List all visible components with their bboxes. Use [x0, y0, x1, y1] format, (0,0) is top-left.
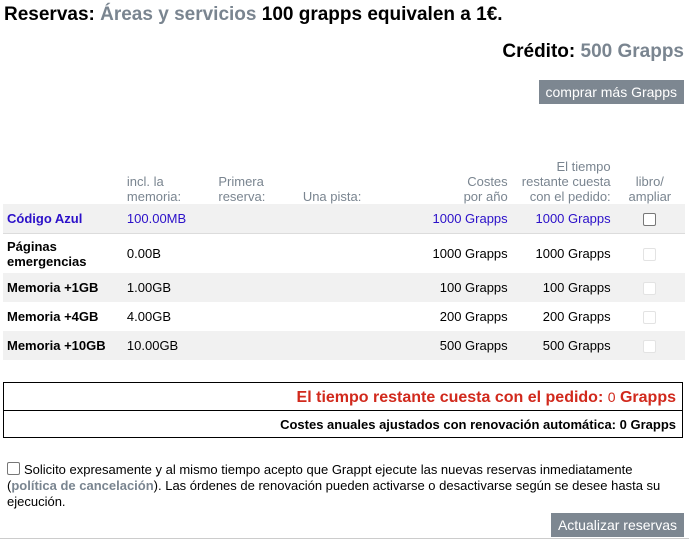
book-checkbox-disabled: [643, 340, 656, 353]
row-book-cell: [615, 273, 685, 302]
credit-display: [502, 41, 684, 63]
col-header-name: [3, 152, 123, 204]
update-bookings-button[interactable]: Actualizar reservas: [551, 513, 684, 537]
book-checkbox-disabled: [643, 311, 656, 324]
row-remaining-cost: 200 Grapps: [542, 309, 611, 324]
row-memory: 10.00GB: [123, 331, 214, 360]
buy-grapps-button[interactable]: comprar más Grapps: [539, 80, 684, 104]
book-checkbox-disabled: [643, 248, 656, 261]
col-header-cost: Costes por año: [463, 174, 508, 204]
row-hint: [299, 273, 396, 302]
remaining-cost-unit: Grapps: [619, 389, 676, 406]
row-memory: 1.00GB: [123, 273, 214, 302]
row-remaining-cost: 100 Grapps: [512, 273, 615, 302]
col-header-first-booking: Primera reserva:: [218, 174, 266, 204]
services-table: [3, 152, 685, 360]
page-title: [4, 4, 503, 26]
annual-cost-label: Costes anuales ajustados con renovación automática:: [280, 417, 617, 432]
row-first-booking: [214, 273, 298, 302]
row-hint: [299, 302, 396, 331]
row-memory: 100.00MB: [123, 204, 214, 234]
table-row: [3, 302, 685, 331]
row-memory: 4.00GB: [126, 309, 171, 324]
book-checkbox[interactable]: [643, 213, 656, 226]
row-first-booking: [214, 234, 298, 274]
cancellation-policy-link[interactable]: política de cancelación: [11, 478, 154, 493]
col-header-book: libro/ ampliar: [628, 174, 672, 204]
row-name: Código Azul: [3, 204, 123, 234]
row-name: Memoria +10GB: [3, 331, 123, 360]
row-cost: 200 Grapps: [439, 309, 508, 324]
table-header-row: [3, 152, 685, 204]
table-row: [3, 273, 685, 302]
credit-value: 500 Grapps: [580, 41, 684, 62]
row-remaining-cost: 1000 Grapps: [512, 234, 615, 274]
table-row[interactable]: [3, 204, 685, 234]
row-book-cell: [615, 204, 685, 234]
row-remaining-cost: 500 Grapps: [512, 331, 615, 360]
consent-block: [7, 462, 677, 510]
remaining-cost-label: El tiempo restante cuesta con el pedido:: [296, 389, 604, 406]
row-first-booking: [214, 331, 298, 360]
consent-text-after: ). Las órdenes de renovación pueden activarse o desactivarse según se desee hasta su ejecución.: [7, 478, 661, 509]
row-hint: [299, 331, 396, 360]
remaining-cost-summary: [3, 382, 683, 411]
row-hint: [299, 234, 396, 274]
row-name: Memoria +4GB: [7, 309, 99, 324]
remaining-cost-value: 0: [607, 389, 616, 405]
row-name: Memoria +1GB: [3, 273, 123, 302]
row-cost: 1000 Grapps: [396, 204, 512, 234]
consent-text-before: Solicito expresamente y al mismo tiempo acepto que Grappt ejecute las nuevas reservas inmediatamente (: [7, 462, 633, 493]
row-first-booking: [214, 302, 298, 331]
col-header-remaining-time: El tiempo restante cuesta con el pedido:: [521, 159, 611, 204]
annual-cost-summary: [3, 410, 683, 438]
row-memory: 0.00B: [123, 234, 214, 274]
consent-checkbox[interactable]: [7, 462, 20, 475]
table-row: [3, 234, 685, 274]
table-row: [3, 331, 685, 360]
row-remaining-cost: 1000 Grapps: [512, 204, 615, 234]
title-suffix: 100 grapps equivalen a 1€.: [261, 4, 503, 25]
row-book-cell: [615, 331, 685, 360]
col-header-hint: Una pista:: [302, 189, 362, 204]
annual-cost-value: 0 Grapps: [619, 417, 676, 432]
row-cost: 500 Grapps: [396, 331, 512, 360]
row-cost: 1000 Grapps: [396, 234, 512, 274]
title-prefix: Reservas:: [4, 4, 95, 25]
row-book-cell: [615, 302, 685, 331]
credit-label: Crédito:: [502, 41, 576, 62]
title-section: Áreas y servicios: [100, 4, 257, 25]
row-book-cell: [615, 234, 685, 274]
book-checkbox-disabled: [643, 282, 656, 295]
row-cost: 100 Grapps: [396, 273, 512, 302]
row-name: Páginas emergencias: [3, 234, 123, 274]
col-header-memory: incl. la memoria:: [126, 174, 182, 204]
row-first-booking: [214, 204, 298, 234]
row-hint: [299, 204, 396, 234]
bottom-divider: [0, 538, 689, 539]
